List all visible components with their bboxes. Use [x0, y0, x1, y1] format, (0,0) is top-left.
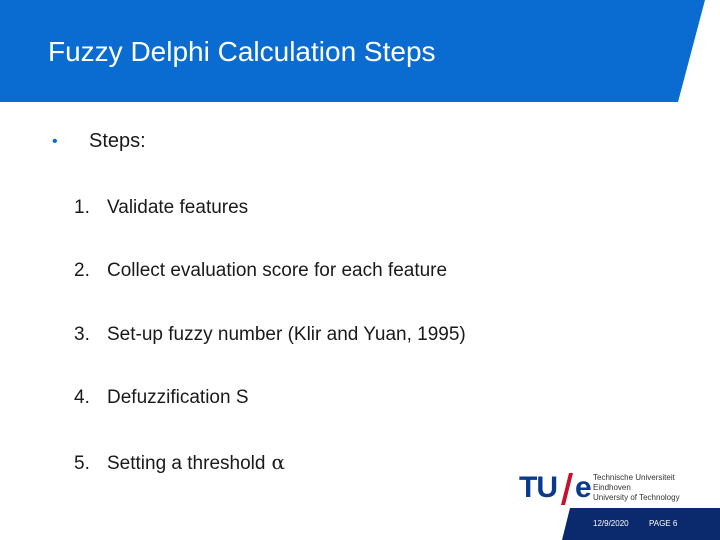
logo-line-3: University of Technology: [593, 493, 680, 502]
step-item-2: [74, 260, 447, 282]
logo-wordmark: [593, 473, 680, 503]
step-number: 2.: [74, 260, 90, 281]
footer-band-shape: [562, 508, 720, 540]
alpha-symbol: α: [271, 450, 285, 474]
step-text: Defuzzification S: [107, 387, 249, 408]
step-text: Validate features: [107, 197, 249, 218]
step-number: 4.: [74, 387, 90, 408]
step-text: Setting a threshold: [107, 453, 266, 474]
bullet-label: Steps:: [89, 130, 146, 152]
logo-line-2: Eindhoven: [593, 483, 631, 492]
logo-line-1: Technische Universiteit: [593, 473, 675, 482]
logo-mark-e: e: [575, 471, 592, 504]
step-item-4: [74, 387, 249, 409]
step-item-1: [74, 197, 248, 219]
tue-logo: [519, 471, 689, 507]
step-item-3: [74, 324, 466, 346]
footer-page-number: PAGE 6: [649, 519, 678, 528]
step-number: 1.: [74, 197, 90, 218]
step-number: 5.: [74, 453, 90, 474]
step-text: Collect evaluation score for each feature: [107, 260, 448, 281]
bullet-dot-icon: •: [52, 133, 58, 150]
logo-slash-icon: [561, 473, 573, 505]
footer-date: 12/9/2020: [593, 519, 629, 528]
step-number: 3.: [74, 324, 90, 345]
logo-mark-tu: TU: [519, 471, 557, 504]
step-text: Set-up fuzzy number (Klir and Yuan, 1995): [107, 324, 466, 345]
step-item-5: [74, 450, 285, 475]
slide-title: Fuzzy Delphi Calculation Steps: [48, 36, 436, 67]
